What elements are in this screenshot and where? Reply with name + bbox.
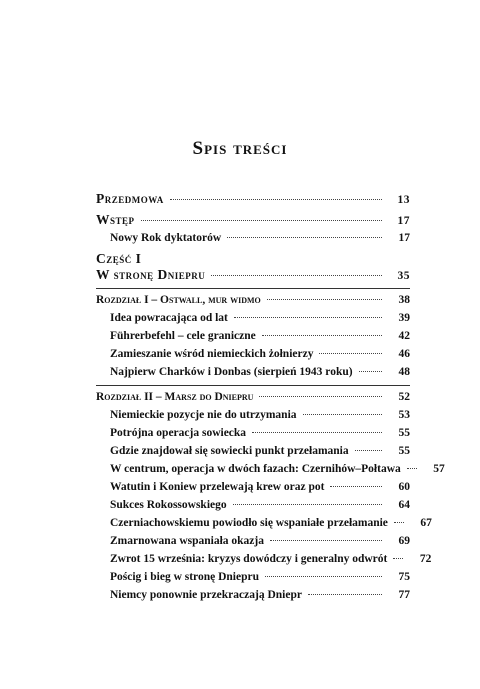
toc-entry-page: 67 (420, 517, 432, 529)
toc-entry-page: 75 (398, 571, 410, 583)
dot-leader (330, 486, 382, 487)
toc-entry-page: 77 (398, 589, 410, 601)
toc-entry-label: Führerbefehl – cele graniczne (110, 330, 256, 342)
toc-entry-label: Najpierw Charków i Donbas (sierpień 1943 roku) (110, 366, 353, 378)
toc-entry (110, 311, 410, 325)
toc-entry-introduction (96, 213, 410, 228)
toc-entry-page: 39 (398, 312, 410, 324)
toc-entry-page: 42 (398, 330, 410, 342)
dot-leader (394, 522, 404, 523)
toc-entry (110, 347, 410, 361)
toc-entry-page: 17 (397, 215, 410, 227)
toc-entry-label: Zwrot 15 września: kryzys dowódczy i generalny odwrót (110, 553, 388, 565)
toc-entry (110, 498, 410, 512)
toc-entry-label: Watutin i Koniew przelewają krew oraz pot (110, 481, 325, 493)
toc-entry-page: 13 (397, 194, 410, 206)
part-heading: Część I (96, 251, 142, 266)
dot-leader (262, 335, 382, 336)
dot-leader (234, 317, 382, 318)
toc-entry-label: Idea powracająca od lat (110, 312, 228, 324)
toc-entry-page: 55 (398, 445, 410, 457)
dot-leader (267, 299, 382, 300)
toc-entry-page: 46 (398, 348, 410, 360)
dot-leader (227, 237, 382, 238)
toc-entry-preface (96, 192, 410, 207)
toc-entry-page: 60 (398, 481, 410, 493)
dot-leader (407, 468, 417, 469)
dot-leader (359, 371, 382, 372)
toc-entry (110, 570, 410, 584)
dot-leader (319, 353, 382, 354)
toc-entry-label: W centrum, operacja w dwóch fazach: Czernihów–Połtawa (110, 463, 401, 475)
dot-leader (265, 576, 382, 577)
dot-leader (393, 558, 403, 559)
toc-entry-page: 57 (433, 463, 445, 475)
toc-entry-page: 17 (398, 232, 410, 244)
toc-entry-label: W stronę Dniepru (96, 267, 206, 282)
toc-entry-label: Czerniachowskiemu powiodło się wspaniałe przełamanie (110, 517, 388, 529)
dot-leader (259, 396, 382, 397)
dot-leader (211, 275, 382, 276)
toc-entry-chapter (96, 390, 410, 404)
toc-entry-label: Niemcy ponownie przekraczają Dniepr (110, 589, 302, 601)
toc-entry-page: 72 (419, 553, 432, 565)
toc-entry-page: 53 (398, 409, 410, 421)
dot-leader (308, 594, 382, 595)
toc-entry-label: Zmarnowana wspaniała okazja (110, 535, 264, 547)
dot-leader (141, 220, 382, 221)
toc-entry (110, 408, 410, 422)
toc-entry (110, 480, 410, 494)
toc-entry (110, 365, 410, 379)
toc-entry (110, 231, 410, 245)
toc-entry (110, 534, 410, 548)
toc-entry-label: Rozdział II – Marsz do Dniepru (96, 391, 254, 403)
toc-entry-label: Niemieckie pozycje nie do utrzymania (110, 409, 297, 421)
toc-entry-label: Pościg i bieg w stronę Dniepru (110, 571, 259, 583)
dot-leader (233, 504, 382, 505)
toc-entry-part-title (96, 268, 410, 283)
toc-entry-page: 35 (397, 270, 410, 282)
toc-entry (110, 516, 432, 530)
toc-entry-page: 69 (398, 535, 410, 547)
toc-entry (110, 426, 410, 440)
toc-entry (110, 588, 410, 602)
toc-entry (110, 462, 445, 476)
toc-entry-page: 38 (398, 294, 410, 306)
toc-entry-label: Nowy Rok dyktatorów (110, 232, 222, 244)
toc-entry-page: 64 (398, 499, 410, 511)
toc-entry-label: Przedmowa (96, 191, 164, 206)
toc-entry-label: Sukces Rokossowskiego (110, 499, 227, 511)
toc-entry-page: 52 (398, 391, 410, 403)
toc-entry (110, 552, 432, 566)
toc-entry-page: 48 (398, 366, 410, 378)
dot-leader (355, 450, 382, 451)
toc-entry-label: Zamieszanie wśród niemieckich żołnierzy (110, 348, 314, 360)
dot-leader (252, 432, 382, 433)
dot-leader (270, 540, 382, 541)
section-divider (96, 288, 410, 289)
dot-leader (170, 199, 382, 200)
toc-entry-label: Gdzie znajdował się sowiecki punkt przełamania (110, 445, 349, 457)
toc-entry (110, 444, 410, 458)
section-divider (96, 385, 410, 386)
dot-leader (303, 414, 382, 415)
toc-entry-label: Rozdział I – Ostwall, mur widmo (96, 294, 261, 306)
toc-entry-page: 55 (398, 427, 410, 439)
toc-entry-label: Potrójna operacja sowiecka (110, 427, 247, 439)
page-title: Spis treści (192, 138, 288, 159)
toc-entry-label: Wstęp (96, 212, 135, 227)
toc-entry (110, 329, 410, 343)
toc-entry-chapter (96, 293, 410, 307)
